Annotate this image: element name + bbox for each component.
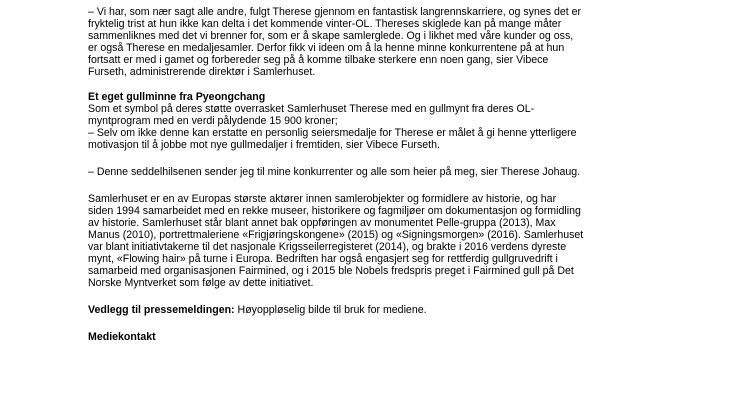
section-heading-media: Mediekontakt [88,331,156,343]
attachment-line [88,304,427,316]
section-heading-gold: Et eget gullminne fra Pyeongchang [88,91,266,103]
paragraph4-line: Norske Myntverket som følge av dette initiativet. [88,277,314,289]
paragraph1-line: sammenliknes med det vi brenner for, som er å skape samlerglede. Og i likhet med våre kunder og oss, [88,30,574,42]
paragraph2-line: myntprogram med en verdi pålydende 15 900 kroner; [88,115,338,127]
paragraph2-line: – Selv om ikke denne kan erstatte en personlig seiersmedalje for Therese er målet å gi henne ytterligere [88,127,577,139]
paragraph4-line: var blant initiativtakerne til det nasjonale Krigsseilerregisteret (2014), og brakte i 2016 verdens dyreste [88,241,567,253]
attachment-label: Vedlegg til pressemeldingen: [88,304,235,316]
paragraph4-line: Manus (2010), portrettmaleriene «Frigjøringskongene» (2015) og «Signingsmorgen» (2016). Samlerhuset [88,229,584,241]
paragraph4-line: av historie. Samlerhuset står blant annet bak oppføringen av monumentet Pelle-gruppa (2013), Max [88,217,556,229]
paragraph4-line: siden 1994 samarbeidet med en rekke museer, historikere og fagmiljøer om dokumentasjon og formidling [88,205,581,217]
paragraph2-line: Som et symbol på deres støtte overrasket Samlerhuset Therese med en gullmynt fra deres OL- [88,103,535,115]
paragraph1-line: fortsatt er med i gamet og forbereder seg på å komme tilbake sterkere enn noen gang, sier Vibece [88,54,549,66]
paragraph1-line: er også Therese en medaljesamler. Derfor fikk vi ideen om å la henne minne konkurrentene på at hun [88,42,565,54]
paragraph1-line: Furseth, administrerende direktør i Samlerhuset. [88,66,316,78]
paragraph4-line: samarbeid med organisasjonen Fairmined, og i 2015 ble Nobels fredspris preget i Fairmined gull på Det [88,265,574,277]
attachment-text: Høyoppløselig bilde til bruk for mediene. [234,304,427,316]
paragraph4-line: mynt, «Flowing hair» på turne i Europa. Bedriften har også engasjert seg for rettferdig gullgruvedrift i [88,253,558,265]
paragraph1-line: fryktelig trist at hun ikke kan delta i det kommende vinter-OL. Thereses skiglede kan på mange måter [88,18,562,30]
paragraph2-line: motivasjon til å jobbe mot nye gullmedaljer i fremtiden, sier Vibece Furseth. [88,139,440,151]
paragraph4-line: Samlerhuset er en av Europas største aktører innen samlerobjekter og formidlere av historie, og har [88,193,557,205]
quote-paragraph: – Denne seddelhilsenen sender jeg til mine konkurrenter og alle som heier på meg, sier Therese Johaug. [88,166,581,178]
paragraph1-line: – Vi har, som nær sagt alle andre, fulgt Therese gjennom en fantastisk langrennskarriere, og synes det er [88,6,582,18]
